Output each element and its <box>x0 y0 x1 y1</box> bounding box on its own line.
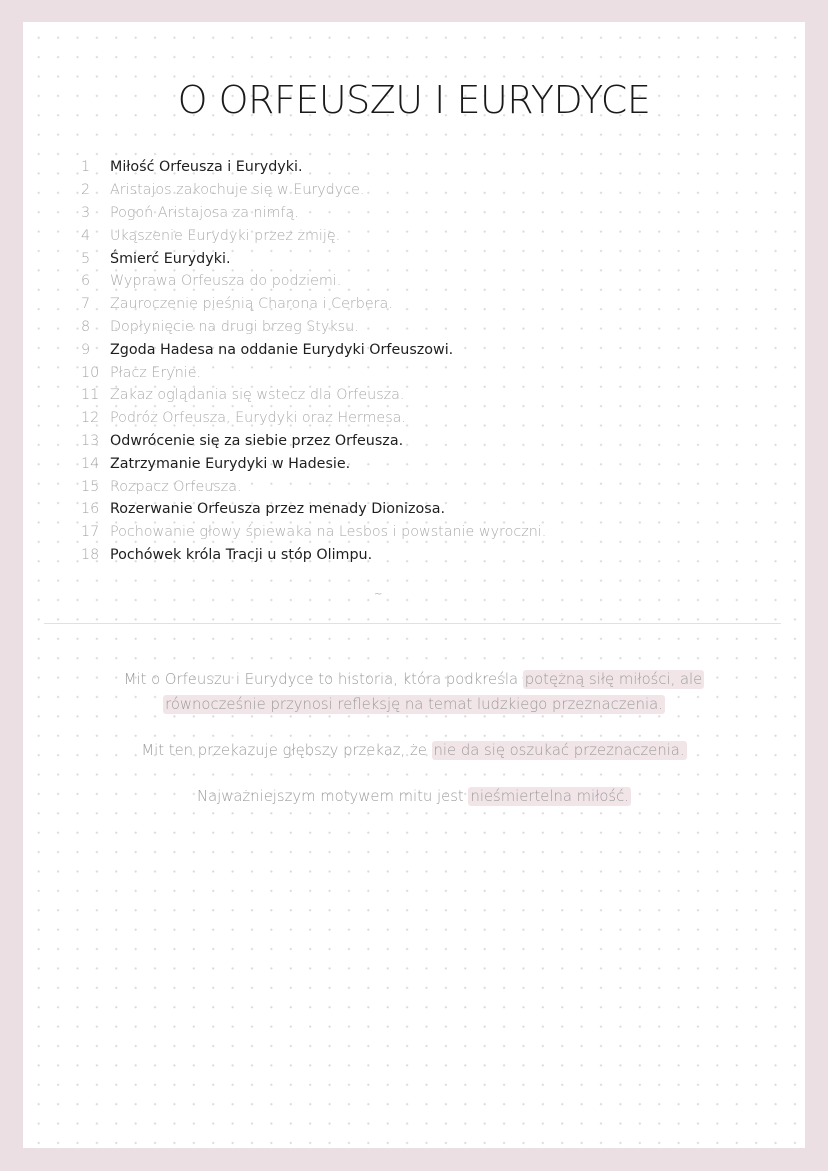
event-item <box>81 384 546 407</box>
event-item <box>81 361 546 384</box>
section-divider <box>44 623 781 624</box>
summary-paragraph-1 <box>23 667 805 717</box>
event-item <box>81 521 546 544</box>
event-text: Zakaz oglądania się wstecz dla Orfeusza. <box>110 387 405 404</box>
event-number: 13 <box>81 432 100 449</box>
event-number: 4 <box>81 227 91 244</box>
event-item <box>81 544 546 567</box>
event-text: Rozerwanie Orfeusza przez menady Dionizosa. <box>110 501 446 518</box>
event-number: 7 <box>81 296 91 313</box>
event-text: Dopłynięcie na drugi brzeg Styksu. <box>110 318 359 335</box>
event-number: 8 <box>81 318 91 335</box>
event-item <box>81 407 546 430</box>
event-item <box>81 452 546 475</box>
event-item <box>81 475 546 498</box>
summary-1-text: Mit o Orfeuszu i Eurydyce to historia, która podkreśla <box>123 671 523 688</box>
summary-1-highlight-b: równocześnie przynosi refleksję na temat ludzkiego przeznaczenia. <box>165 696 663 713</box>
event-text: Wyprawa Orfeusza do podziemi. <box>110 273 342 290</box>
event-number: 10 <box>81 364 100 381</box>
event-text: Płacz Erynie. <box>110 364 202 381</box>
event-text: Odwrócenie się za siebie przez Orfeusza. <box>110 432 404 449</box>
event-item <box>81 498 546 521</box>
summary-paragraph-3 <box>23 784 805 809</box>
summary-2-text: Mit ten przekazuje głębszy przekaz, że <box>141 742 432 759</box>
event-item <box>81 430 546 453</box>
event-item <box>81 293 546 316</box>
event-number: 11 <box>81 387 100 404</box>
page-title: O ORFEUSZU I EURYDYCE <box>177 78 651 122</box>
event-text: Zatrzymanie Eurydyki w Hadesie. <box>110 455 351 472</box>
event-text: Aristajos zakochuje się w Eurydyce. <box>110 182 365 199</box>
event-list <box>81 156 546 566</box>
event-text: Zauroczenie pieśnią Charona i Cerbera. <box>110 296 393 313</box>
summary-1-highlight-a: potężną siłę miłości, ale <box>524 671 703 688</box>
summary-3-text: Najważniejszym motywem mitu jest <box>197 788 469 805</box>
summary-3-highlight: nieśmiertelna miłość. <box>470 788 629 805</box>
event-item <box>81 202 546 225</box>
event-item <box>81 156 546 179</box>
event-number: 16 <box>81 501 100 518</box>
event-item <box>81 316 546 339</box>
event-number: 15 <box>81 478 100 495</box>
event-number: 9 <box>81 341 91 358</box>
event-number: 14 <box>81 455 100 472</box>
event-text: Miłość Orfeusza i Eurydyki. <box>110 159 303 176</box>
event-number: 5 <box>81 250 91 267</box>
event-item <box>81 270 546 293</box>
event-number: 12 <box>81 410 100 427</box>
note-page <box>23 22 805 1148</box>
event-text: Śmierć Eurydyki. <box>110 250 231 267</box>
summary-2-highlight: nie da się oszukać przeznaczenia. <box>433 742 685 759</box>
event-number: 18 <box>81 546 100 563</box>
event-item <box>81 247 546 270</box>
summary-section <box>23 667 805 809</box>
event-text: Pochówek króla Tracji u stóp Olimpu. <box>110 546 373 563</box>
tilde-mark: ~ <box>374 589 383 600</box>
event-text: Pogoń Aristajosa za nimfą. <box>110 204 299 221</box>
event-item <box>81 179 546 202</box>
event-number: 1 <box>81 159 91 176</box>
event-text: Ukąszenie Eurydyki przez żmiję. <box>110 227 341 244</box>
event-number: 6 <box>81 273 91 290</box>
event-text: Pochowanie głowy śpiewaka na Lesbos i powstanie wyroczni. <box>110 524 547 541</box>
event-text: Zgoda Hadesa na oddanie Eurydyki Orfeuszowi. <box>110 341 454 358</box>
summary-paragraph-2 <box>23 738 805 763</box>
event-item <box>81 338 546 361</box>
event-number: 17 <box>81 524 100 541</box>
event-text: Rozpacz Orfeusza. <box>110 478 242 495</box>
event-number: 2 <box>81 182 91 199</box>
event-item <box>81 224 546 247</box>
event-text: Podróż Orfeusza, Eurydyki oraz Hermesa. <box>110 410 406 427</box>
event-number: 3 <box>81 204 91 221</box>
